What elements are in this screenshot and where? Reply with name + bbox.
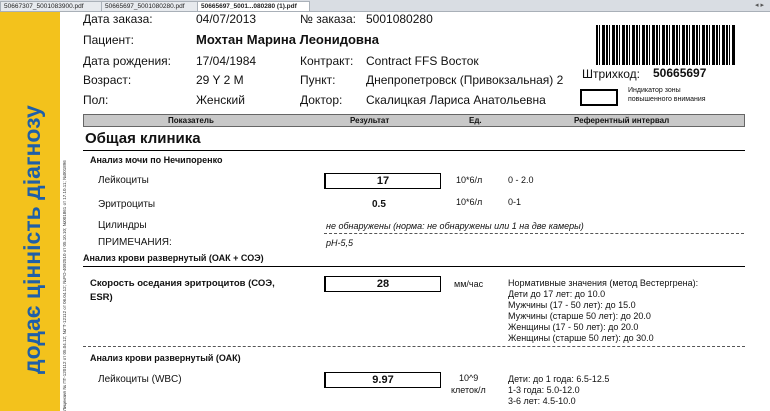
doctor-value: Скалицкая Лариса Анатольевна	[366, 93, 546, 107]
esr-ref-line: Женщины (старше 50 лет): до 30.0	[508, 333, 654, 343]
esr-name-line-2: ESR)	[90, 292, 113, 303]
tab-scroll-arrows[interactable]: ◂ ▸	[755, 2, 764, 9]
contract-value: Contract FFS Восток	[366, 54, 479, 68]
license-fine-print	[61, 12, 68, 411]
order-date-label: Дата заказа:	[83, 12, 153, 26]
header-parameter: Показатель	[168, 116, 214, 125]
barcode-label: Штрихкод:	[582, 67, 641, 81]
sex-value: Женский	[196, 93, 245, 107]
cbc-wbc-reference	[508, 374, 609, 407]
cbc-wbc-result: 9.97	[324, 372, 441, 388]
esr-ref-line: Женщины (17 - 50 лет): до 20.0	[508, 322, 639, 332]
urine-wbc-result: 17	[324, 173, 441, 189]
esr-ref-line: Мужчины (17 - 50 лет): до 15.0	[508, 300, 636, 310]
urine-panel-title: Анализ мочи по Нечипоренко	[90, 155, 223, 165]
row-divider	[83, 346, 745, 347]
urine-cylinders-name: Цилиндры	[98, 220, 147, 231]
barcode-value: 50665697	[653, 66, 707, 80]
dob-label: Дата рождения:	[83, 54, 171, 68]
cbc-panel-title: Анализ крови развернутый (ОАК)	[90, 353, 241, 363]
barcode-image	[596, 25, 736, 65]
urine-wbc-ref: 0 - 2.0	[508, 175, 534, 185]
promo-sidebar	[0, 12, 60, 411]
cbc-wbc-name: Лейкоциты (WBC)	[98, 374, 182, 385]
attention-indicator-box	[580, 89, 618, 106]
urine-rbc-result: 0.5	[372, 199, 386, 210]
esr-ref-line: Дети до 17 лет: до 10.0	[508, 289, 606, 299]
sidebar-slogan	[17, 74, 47, 374]
row-divider	[324, 233, 744, 234]
license-fine-print-text: Лицензия № ПТ-120112 от 05.04.12; №ГТ-12112 от 06.04.12; №PO-4092510 от 05.10.10; №001861 от 17.10.11; №001896	[62, 160, 67, 411]
dob-value: 17/04/1984	[196, 54, 257, 68]
header-result: Результат	[350, 116, 390, 125]
tab-file-2[interactable]: 50665697_5001080280.pdf	[101, 1, 199, 11]
order-no-value: 5001080280	[366, 12, 433, 26]
urine-rbc-ref: 0-1	[508, 197, 522, 207]
patient-label: Пациент:	[83, 33, 135, 47]
point-value: Днепропетровск (Привокзальная) 2	[366, 73, 564, 87]
urine-rbc-unit: 10*6/л	[456, 197, 483, 207]
cbc-wbc-unit-2: клеток/л	[451, 385, 486, 395]
cbc-ref-line: 3-6 лет: 4.5-10.0	[508, 396, 576, 406]
panel-divider	[83, 266, 745, 267]
urine-rbc-name: Эритроциты	[98, 199, 156, 210]
esr-result: 28	[324, 276, 441, 292]
tab-bar	[0, 0, 770, 12]
results-table-header	[83, 114, 745, 127]
urine-cylinders-value: не обнаружены (норма: не обнаружены или 1 на две камеры)	[326, 221, 584, 231]
order-date-value: 04/07/2013	[196, 12, 257, 26]
esr-reference	[508, 278, 698, 344]
esr-unit: мм/час	[454, 279, 484, 289]
esr-ref-line: Мужчины (старше 50 лет): до 20.0	[508, 311, 651, 321]
patient-name: Мохтан Марина Леонидовна	[196, 32, 379, 47]
tab-file-3-active[interactable]: 50665697_5001...080280 (1).pdf	[197, 1, 310, 11]
cbc-ref-line: Дети: до 1 года: 6.5-12.5	[508, 374, 610, 384]
header-unit: Ед.	[469, 116, 482, 125]
sidebar-slogan-text: додає цінність діагнозу	[19, 105, 45, 374]
tab-file-1[interactable]: 50667307_5001083900.pdf	[0, 1, 103, 11]
sex-label: Пол:	[83, 93, 109, 107]
indicator-label-2: повышенного внимания	[628, 96, 706, 103]
urine-notes-name: ПРИМЕЧАНИЯ:	[98, 237, 172, 248]
esr-ref-line: Нормативные значения (метод Вестергрена):	[508, 278, 699, 288]
contract-label: Контракт:	[300, 54, 354, 68]
indicator-label-1: Индикатор зоны	[628, 87, 681, 94]
order-no-label: № заказа:	[300, 12, 356, 26]
esr-panel-title: Анализ крови развернутый (ОАК + СОЭ)	[83, 253, 264, 263]
cbc-ref-line: 1-3 года: 5.0-12.0	[508, 385, 580, 395]
age-label: Возраст:	[83, 73, 132, 87]
doctor-label: Доктор:	[300, 93, 343, 107]
section-divider	[83, 150, 745, 151]
urine-wbc-name: Лейкоциты	[98, 175, 149, 186]
lab-report-page	[70, 12, 770, 411]
cbc-wbc-unit-1: 10^9	[459, 373, 479, 383]
urine-notes-value: pH-5,5	[326, 238, 354, 248]
header-reference: Референтный интервал	[574, 116, 670, 125]
age-value: 29 Y 2 M	[196, 73, 244, 87]
section-title: Общая клиника	[85, 130, 201, 147]
urine-wbc-unit: 10*6/л	[456, 175, 483, 185]
esr-name-line-1: Скорость оседания эритроцитов (СОЭ,	[90, 278, 275, 289]
point-label: Пункт:	[300, 73, 336, 87]
